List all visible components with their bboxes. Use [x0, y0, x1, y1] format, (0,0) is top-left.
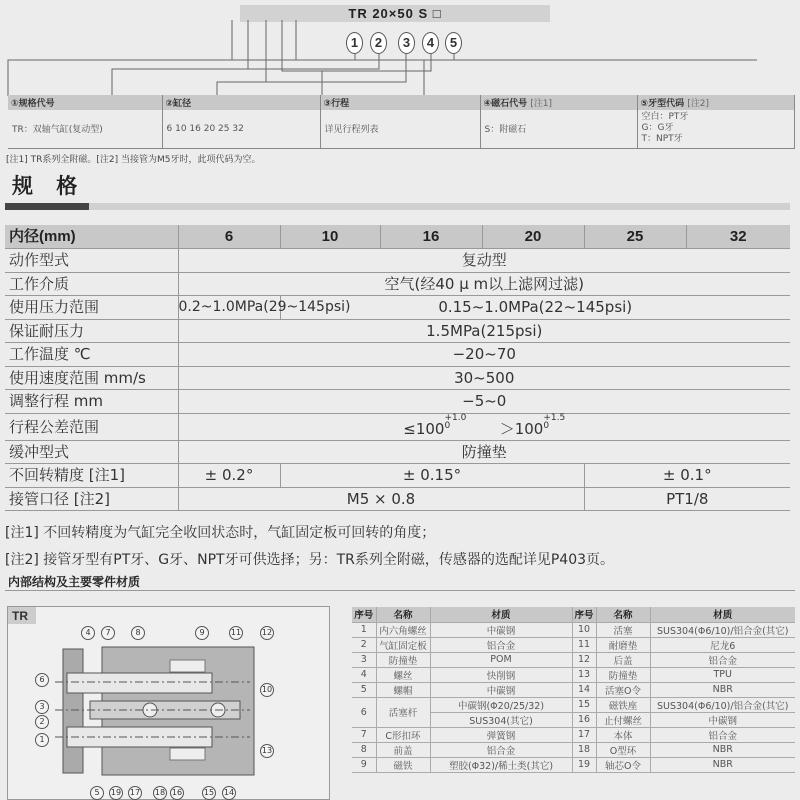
parts-cell: 4 [352, 667, 376, 682]
parts-cell: 尼龙6 [650, 637, 795, 652]
parts-cell: 防撞垫 [596, 667, 650, 682]
parts-cell: 铝合金 [650, 727, 795, 742]
parts-cell: NBR [650, 757, 795, 772]
parts-cell: 7 [352, 727, 376, 742]
spec-row: 行程公差范围 $\le 100^{+1.0 0}$ $>100^{+1.5 0}$ [5, 413, 790, 440]
parts-cell: 19 [572, 757, 596, 772]
callout-10: 10 [260, 683, 274, 697]
parts-cell: SUS304(Φ6/10)/铝合金(其它) [650, 622, 795, 637]
parts-cell: 防撞垫 [376, 652, 430, 667]
parts-cell: 本体 [596, 727, 650, 742]
parts-cell: 铝合金 [430, 637, 572, 652]
callout-18: 18 [153, 786, 167, 800]
parts-cell: 14 [572, 682, 596, 697]
marker-5: 5 [445, 32, 462, 54]
spec-row: 使用速度范围 mm/s 30~500 [5, 366, 790, 390]
spec-row: 动作型式 复动型 [5, 249, 790, 273]
parts-cell: 磁铁 [376, 757, 430, 772]
parts-cell: 铝合金 [650, 652, 795, 667]
parts-cell: 铝合金 [430, 742, 572, 757]
callout-4: 4 [81, 626, 95, 640]
callout-8: 8 [131, 626, 145, 640]
parts-cell: 中碳钢 [650, 712, 795, 727]
header-magnet: ④磁石代号 [注1] [480, 95, 637, 110]
parts-row [352, 637, 795, 652]
parts-cell: 中碳钢 [430, 682, 572, 697]
callout-5: 5 [90, 786, 104, 800]
section-divider [5, 590, 795, 591]
parts-cell: SUS304(其它) [430, 712, 572, 727]
spec-row: 工作温度 ℃ −20~70 [5, 343, 790, 367]
callout-13: 13 [260, 744, 274, 758]
parts-cell: C形扣环 [376, 727, 430, 742]
callout-2: 2 [35, 715, 49, 729]
parts-cell: 11 [572, 637, 596, 652]
parts-cell: 3 [352, 652, 376, 667]
parts-cell: SUS304(Φ6/10)/铝合金(其它) [650, 697, 795, 712]
parts-cell: 耐磨垫 [596, 637, 650, 652]
value-bore: 6 10 16 20 25 32 [162, 110, 320, 148]
parts-header-row: 序号 名称 材质 序号 名称 材质 [352, 607, 795, 622]
parts-cell: NBR [650, 742, 795, 757]
parts-cell: 活塞 [596, 622, 650, 637]
parts-cell: 18 [572, 742, 596, 757]
callout-19: 19 [109, 786, 123, 800]
parts-row [352, 667, 795, 682]
callout-14: 14 [222, 786, 236, 800]
spec-row: 保证耐压力 1.5MPa(215psi) [5, 319, 790, 343]
callout-17: 17 [128, 786, 142, 800]
spec-table [5, 225, 790, 511]
value-model: TR：双轴气缸(复动型) [8, 110, 162, 148]
header-stroke: ③行程 [320, 95, 480, 110]
marker-1: 1 [346, 32, 363, 54]
ordering-code-table [8, 95, 795, 149]
spec-row: 工作介质 空气(经40 μ m以上滤网过滤) [5, 272, 790, 296]
parts-cell: 塑胶(Φ32)/稀土类(其它) [430, 757, 572, 772]
parts-row [352, 742, 795, 757]
spec-note-1: [注1] 不回转精度为气缸完全收回状态时，气缸固定板可回转的角度； [5, 525, 436, 541]
parts-cell: 2 [352, 637, 376, 652]
marker-3: 3 [398, 32, 415, 54]
parts-cell: 活塞杆 [376, 697, 430, 727]
parts-cell: 中碳钢 [430, 622, 572, 637]
structure-title: 内部结构及主要零件材质 [8, 575, 141, 589]
parts-cell: 10 [572, 622, 596, 637]
parts-cell: O型环 [596, 742, 650, 757]
parts-cell: 快削钢 [430, 667, 572, 682]
parts-row [352, 652, 795, 667]
ordering-note: [注1] TR系列全附磁。[注2] 当接管为M5牙时，此项代码为空。 [6, 155, 261, 165]
spec-title: 规 格 [12, 174, 86, 198]
callout-15: 15 [202, 786, 216, 800]
parts-cell: 13 [572, 667, 596, 682]
parts-cell: 轴芯O令 [596, 757, 650, 772]
parts-cell: 5 [352, 682, 376, 697]
header-thread: ⑤牙型代码 [注2] [637, 95, 795, 110]
callout-16: 16 [170, 786, 184, 800]
parts-cell: 内六角螺丝 [376, 622, 430, 637]
parts-row [352, 622, 795, 637]
parts-cell: 9 [352, 757, 376, 772]
parts-cell: TPU [650, 667, 795, 682]
header-model: ①规格代号 [8, 95, 162, 110]
cylinder-drawing [0, 600, 332, 800]
parts-cell: 螺帽 [376, 682, 430, 697]
callout-9: 9 [195, 626, 209, 640]
parts-cell: 中碳钢(Φ20/25/32) [430, 697, 572, 712]
diagram-label: TR [8, 607, 36, 624]
callout-11: 11 [229, 626, 243, 640]
parts-table [352, 607, 795, 773]
parts-cell: 15 [572, 697, 596, 712]
parts-cell: 12 [572, 652, 596, 667]
parts-cell: 气缸固定板 [376, 637, 430, 652]
parts-row [352, 697, 795, 712]
connector-lines-main [0, 0, 800, 100]
callout-1: 1 [35, 733, 49, 747]
spec-row: 接管口径 [注2] M5 × 0.8 PT1/8 [5, 487, 790, 511]
parts-row [352, 727, 795, 742]
callout-12: 12 [260, 626, 274, 640]
parts-cell: 6 [352, 697, 376, 727]
parts-cell: 8 [352, 742, 376, 757]
parts-cell: 1 [352, 622, 376, 637]
parts-row [352, 757, 795, 772]
callout-6: 6 [35, 673, 49, 687]
parts-cell: 16 [572, 712, 596, 727]
parts-cell: 弹簧钢 [430, 727, 572, 742]
parts-cell: 前盖 [376, 742, 430, 757]
title-underline [5, 203, 790, 210]
marker-2: 2 [370, 32, 387, 54]
parts-cell: 螺丝 [376, 667, 430, 682]
parts-cell: 活塞O令 [596, 682, 650, 697]
spec-header-row: 内径(mm) 6 10 16 20 25 32 [5, 225, 790, 249]
parts-cell: 磁铁座 [596, 697, 650, 712]
parts-cell: 17 [572, 727, 596, 742]
parts-cell: 止付螺丝 [596, 712, 650, 727]
header-bore: ②缸径 [162, 95, 320, 110]
parts-cell: 后盖 [596, 652, 650, 667]
parts-cell: POM [430, 652, 572, 667]
marker-4: 4 [422, 32, 439, 54]
value-thread: 空白：PT牙 G：G牙 T：NPT牙 [637, 110, 795, 148]
spec-row: 使用压力范围 0.2~1.0MPa(29~145psi) 0.15~1.0MPa(22~145psi) [5, 296, 790, 320]
callout-3: 3 [35, 700, 49, 714]
value-stroke: 详见行程列表 [320, 110, 480, 148]
spec-row: 不回转精度 [注1] ± 0.2° ± 0.15° ± 0.1° [5, 464, 790, 488]
spec-note-2: [注2] 接管牙型有PT牙、G牙、NPT牙可供选择；另：TR系列全附磁，传感器的选配详见P403页。 [5, 552, 615, 568]
spec-row: 缓冲型式 防撞垫 [5, 440, 790, 464]
parts-cell: NBR [650, 682, 795, 697]
parts-row [352, 682, 795, 697]
value-magnet: S：附磁石 [480, 110, 637, 148]
model-code-bar: TR 20×50 S □ [240, 5, 550, 22]
callout-7: 7 [101, 626, 115, 640]
spec-row: 调整行程 mm −5~0 [5, 390, 790, 414]
